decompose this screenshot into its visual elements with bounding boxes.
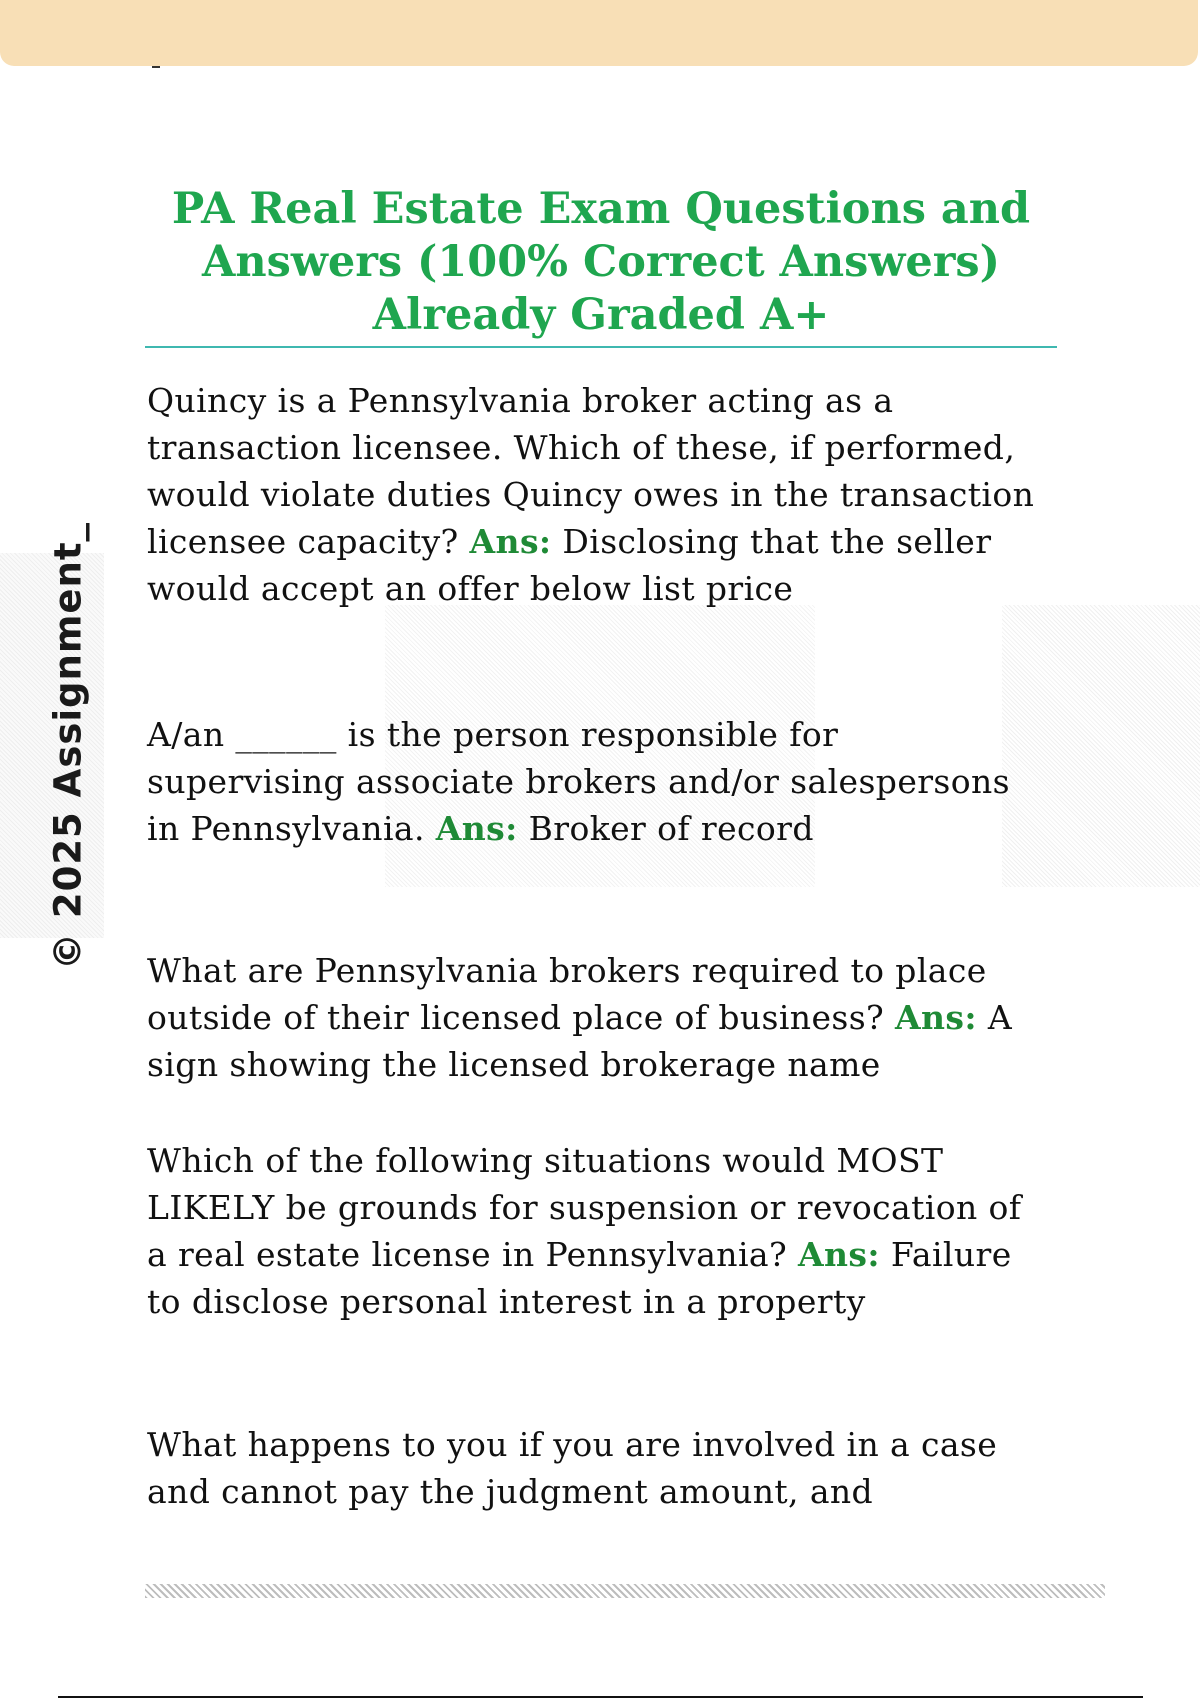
qa-item bbox=[147, 1137, 1047, 1325]
answer-text: A sign showing the licensed brokerage name bbox=[147, 998, 1013, 1084]
answer-label: Ans: bbox=[895, 998, 977, 1037]
question-text: What happens to you if you are involved in a case and cannot pay the judgment amount, and bbox=[147, 1425, 998, 1511]
answer-text: Disclosing that the seller would accept an offer below list price bbox=[147, 522, 992, 608]
title-underline bbox=[145, 346, 1057, 348]
document-title: PA Real Estate Exam Questions and Answers (100% Correct Answers) Already Graded A+ bbox=[171, 184, 1031, 340]
top-banner bbox=[0, 0, 1198, 66]
answer-text: Broker of record bbox=[528, 809, 814, 848]
qa-item bbox=[147, 1421, 1047, 1515]
side-copyright-watermark: © 2025 Assignment_ bbox=[46, 521, 90, 971]
qa-item bbox=[147, 711, 1047, 852]
qa-item bbox=[147, 377, 1047, 612]
question-text: A/an ______ is the person responsible for supervising associate brokers and/or salespersons in Pennsylvania. bbox=[147, 715, 1011, 848]
question-text: Quincy is a Pennsylvania broker acting as a transaction licensee. Which of these, if performed, would violate duties Quincy owes in the transaction licensee capacity? bbox=[147, 381, 1035, 561]
answer-label: Ans: bbox=[797, 1235, 880, 1274]
page-bottom-rule bbox=[58, 1696, 1143, 1698]
answer-label: Ans: bbox=[469, 522, 552, 561]
question-text: What are Pennsylvania brokers required to place outside of their licensed place of business? bbox=[147, 951, 987, 1037]
bottom-hatch-divider bbox=[145, 1584, 1105, 1598]
qa-item bbox=[147, 947, 1047, 1088]
question-text: Which of the following situations would MOST LIKELY be grounds for suspension or revocation of a real estate license in Pennsylvania? bbox=[147, 1141, 1022, 1274]
answer-text: Failure to disclose personal interest in a property bbox=[147, 1235, 1012, 1321]
top-tick-mark bbox=[152, 66, 160, 68]
answer-label: Ans: bbox=[435, 809, 518, 848]
